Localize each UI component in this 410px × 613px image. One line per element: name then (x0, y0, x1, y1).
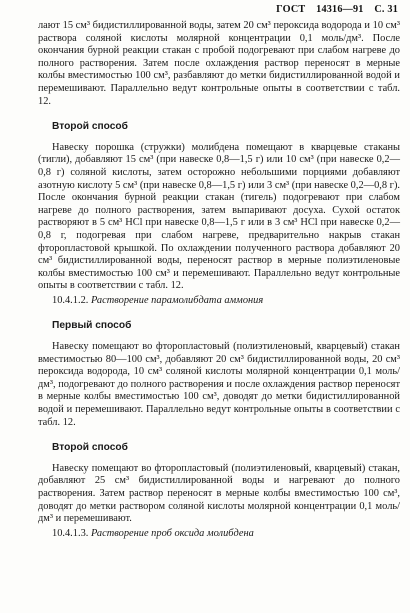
clause-title: Растворение парамолибдата аммония (90, 294, 264, 306)
section-heading-second-method-paramolybdate: Второй способ (52, 442, 128, 454)
clause-number: 10.4.1.3. (52, 527, 89, 539)
section-heading-first-method: Первый способ (52, 320, 132, 332)
paragraph-continuation: лают 15 см³ бидистиллированной воды, затем 20 см³ пероксида водорода и 10 см³ раствора соляной кислоты молярной концентрации 0,1 моль/дм³. После окончания бурной реакции стакан с пробой подогревают при слабом нагреве до полного растворения. Затем после охлаждения раствор переносят в мерные колбы вместимостью 100 см³, разбавляют до метки бидистиллированной водой и перемешивают. Параллельно ведут контрольные опыты в соответствии с табл. 12. (38, 20, 400, 107)
section-heading-second-method: Второй способ (52, 121, 128, 133)
clause-10-4-1-3 (38, 528, 400, 541)
paragraph-first-method-paramolybdate: Навеску помещают во фторопластовый (полиэтиленовый, кварцевый) стакан вместимостью 80—100 см³, добавляют 20 см³ бидистиллированной воды, 20 см³ пероксида водорода, 10 см³ соляной кислоты молярной концентрации 0,1 моль/дм³, подогревают до полного растворения и после охлаждения раствор переносят в мерные колбы вместимостью 100 см³, доводят до метки бидистиллированной водой и перемешивают. Параллельно ведут контрольные опыты в соответствии с табл. 12. (38, 341, 400, 428)
page-number: С. 31 (374, 4, 398, 15)
clause-number: 10.4.1.2. (52, 294, 89, 306)
clause-title: Растворение проб оксида молибдена (90, 527, 254, 539)
page-body (38, 20, 400, 540)
standard-label: ГОСТ (276, 4, 306, 15)
standard-number: 14316—91 (316, 4, 364, 15)
page-header (268, 4, 398, 17)
clause-10-4-1-2 (38, 295, 400, 308)
paragraph-second-method-molybdenum: Навеску порошка (стружки) молибдена помещают в кварцевые стаканы (тигли), добавляют 15 см³ (при навеске 0,8—1,5 г) или 10 см³ (при навеске 0,2—0,8 г) соляной кислоты, затем осторожно небольшими порциями добавляют азотную кислоту 5 см³ (при навеске 0,8—1,5 г) или 3 см³ (при навеске 0,2—0,8 г). После окончания бурной реакции стакан (тигель) подогревают при слабом нагреве до полного растворения, затем выпаривают досуха. Сухой остаток растворяют в 5 см³ HCl при навеске 0,8—1,5 г или в 3 см³ HCl при навеске 0,2—0,8 г, подогревая при слабом нагреве, предварительно накрыв стакан фторопластовой крышкой. По охлаждении полученного раствора добавляют 20 см³ бидистиллированной воды, переносят раствор в мерные полиэтиленовые колбы вместимостью 100 см³ и перемешивают. Параллельно ведут контрольные опыты в соответствии с табл. 12. (38, 141, 400, 292)
paragraph-second-method-paramolybdate: Навеску помещают во фторопластовый (полиэтиленовый, кварцевый) стакан, добавляют 25 см³ бидистиллированной воды и нагревают до полного растворения. Затем раствор переносят в мерные колбы вместимостью 100 см³, доводят до метки раствором соляной кислоты молярной концентрации 0,1 моль/дм³ и перемешивают. (38, 462, 400, 525)
